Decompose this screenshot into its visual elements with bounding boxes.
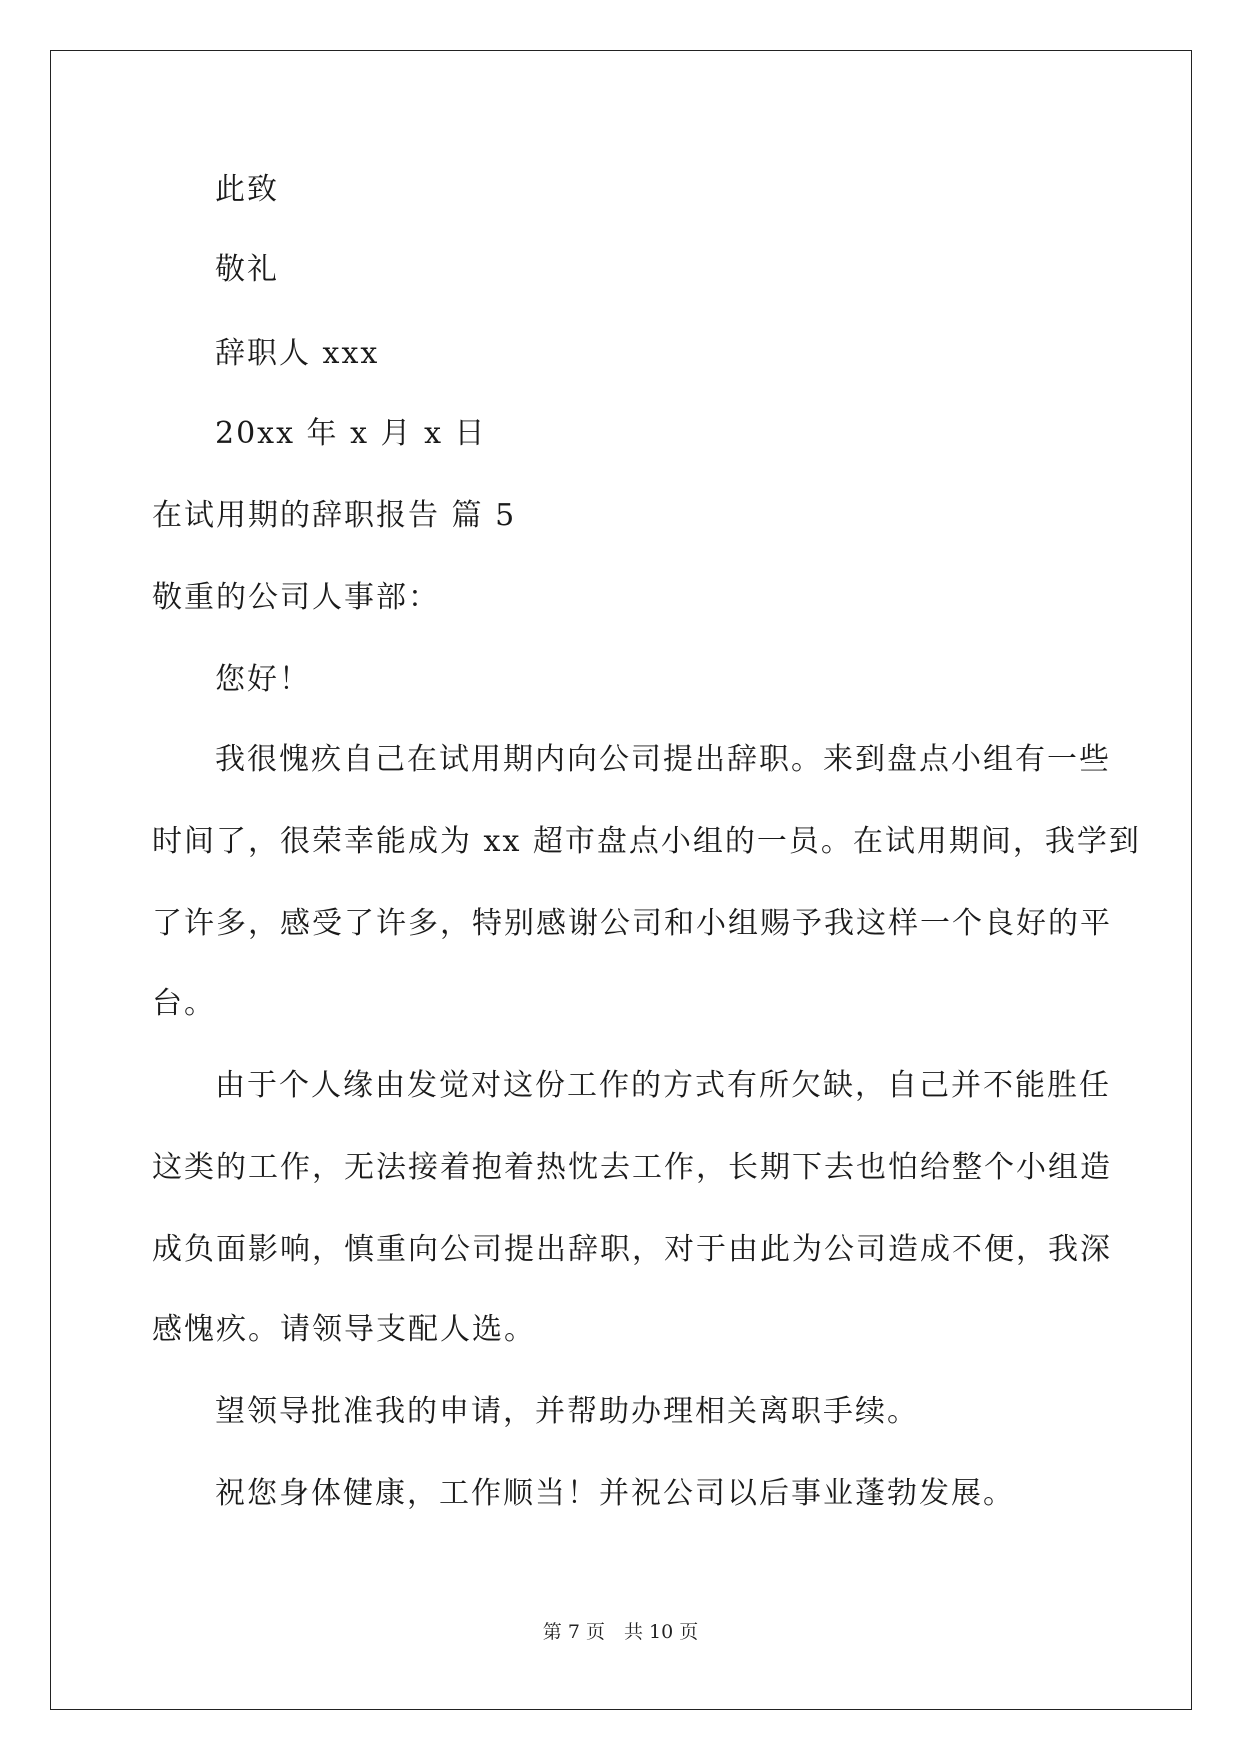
paragraph-line: 这类的工作，无法接着抱着热忱去工作，长期下去也怕给整个小组造 bbox=[152, 1150, 1112, 1185]
paragraph-line: 由于个人缘由发觉对这份工作的方式有所欠缺，自己并不能胜任 bbox=[215, 1068, 1111, 1103]
paragraph-line: 我很愧疚自己在试用期内向公司提出辞职。来到盘点小组有一些 bbox=[215, 742, 1111, 777]
paragraph-line: 时间了，很荣幸能成为 xx 超市盘点小组的一员。在试用期间，我学到 bbox=[152, 824, 1141, 859]
signer-line: 辞职人 xxx bbox=[215, 336, 380, 371]
paragraph-line: 祝您身体健康，工作顺当！并祝公司以后事业蓬勃发展。 bbox=[215, 1476, 1015, 1511]
paragraph-line: 感愧疚。请领导支配人选。 bbox=[152, 1312, 536, 1347]
paragraph-line: 了许多，感受了许多，特别感谢公司和小组赐予我这样一个良好的平 bbox=[152, 906, 1112, 941]
greeting: 您好！ bbox=[215, 662, 311, 697]
closing-respect: 敬礼 bbox=[215, 252, 279, 287]
paragraph-line: 望领导批准我的申请，并帮助办理相关离职手续。 bbox=[215, 1394, 919, 1429]
page-footer: 第 7 页 共 10 页 bbox=[542, 1621, 699, 1643]
addressee: 敬重的公司人事部： bbox=[152, 580, 440, 615]
section-title: 在试用期的辞职报告 篇 5 bbox=[152, 498, 517, 533]
paragraph-line: 成负面影响，慎重向公司提出辞职，对于由此为公司造成不便，我深 bbox=[152, 1232, 1112, 1267]
date-line: 20xx 年 x 月 x 日 bbox=[215, 416, 487, 451]
page-border bbox=[50, 50, 1192, 1710]
closing-salutation: 此致 bbox=[215, 172, 279, 207]
paragraph-line: 台。 bbox=[152, 986, 216, 1021]
